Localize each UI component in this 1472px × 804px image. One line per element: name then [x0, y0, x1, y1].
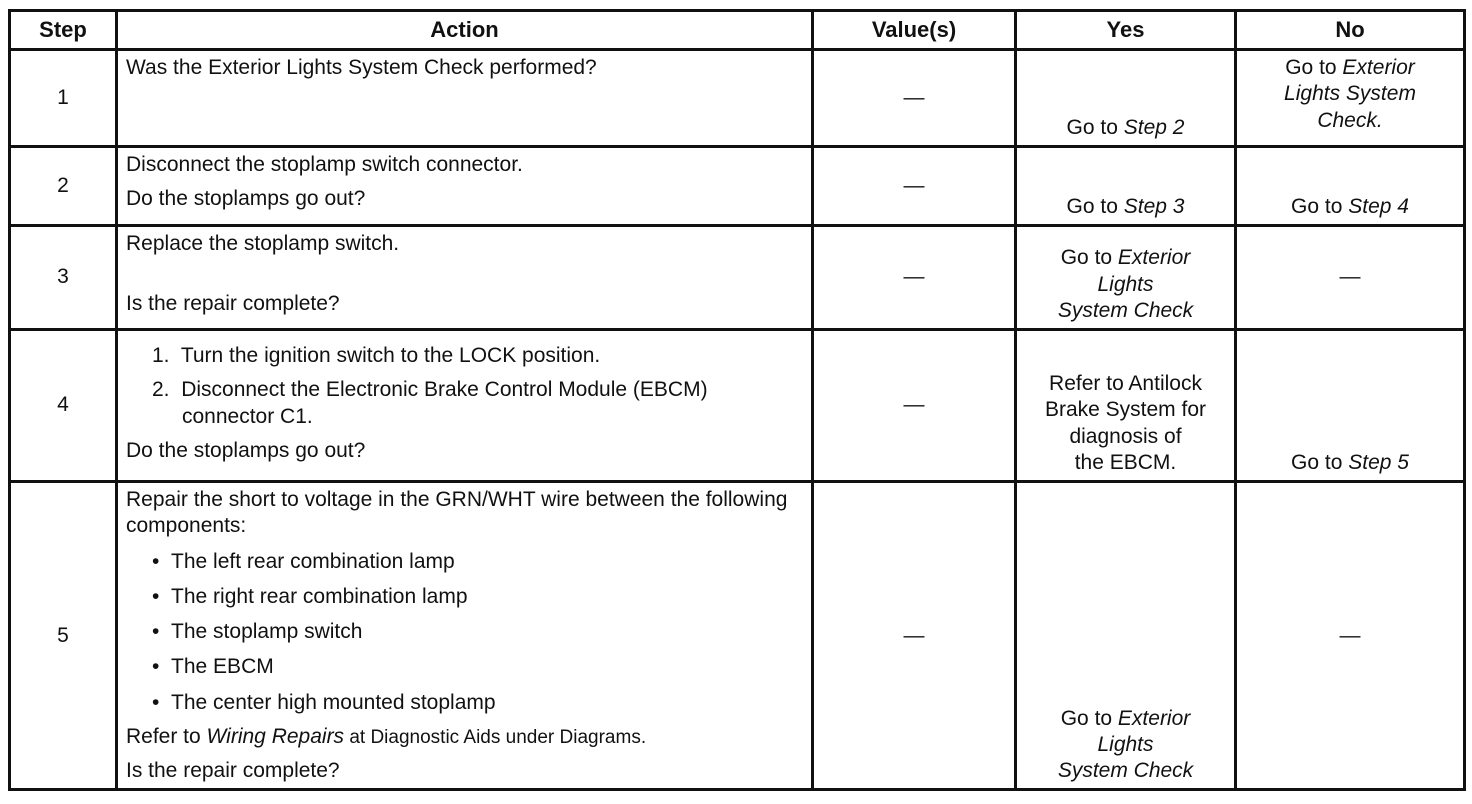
no-cell: Go to Step 4 [1236, 147, 1465, 226]
check-link: Exterior [1342, 56, 1415, 79]
table-row [10, 226, 1465, 330]
step-number: 3 [10, 226, 117, 330]
value-cell: — [813, 50, 1016, 147]
list-item: • The stoplamp switch [152, 620, 363, 643]
no-cell: — [1236, 226, 1465, 330]
step-number: 2 [10, 147, 117, 226]
action-cell [117, 330, 813, 482]
yes-cell: Go to Step 3 [1016, 147, 1236, 226]
action-cell [117, 147, 813, 226]
action-question: Do the stoplamps go out? [126, 438, 366, 462]
header-action: Action [117, 11, 813, 50]
action-question: Do the stoplamps go out? [126, 187, 366, 211]
action-question: Was the Exterior Lights System Check performed? [126, 56, 597, 79]
table-row [10, 482, 1465, 790]
value-cell: — [813, 226, 1016, 330]
table-row [10, 330, 1465, 482]
header-values: Value(s) [813, 11, 1016, 50]
action-question: Is the repair complete? [126, 292, 340, 316]
list-item: • The right rear combination lamp [152, 584, 468, 608]
yes-cell: Go to Exterior Lights System Check [1016, 226, 1236, 330]
action-cell [117, 482, 813, 790]
no-cell: — [1236, 482, 1465, 790]
yes-cell: Go to Step 2 [1016, 50, 1236, 147]
header-no: No [1236, 11, 1465, 50]
list-item: • The EBCM [152, 655, 274, 679]
action-instruction: Repair the short to voltage in the GRN/WHT wire between the following components: [126, 488, 788, 538]
step-link: Step 3 [1123, 194, 1185, 218]
table-row [10, 50, 1465, 147]
yes-cell: Go to Exterior Lights System Check [1016, 482, 1236, 790]
list-item: • The center high mounted stoplamp [152, 690, 496, 714]
diagnostic-table [8, 9, 1466, 791]
refer-note: Refer to Wiring Repairs at Diagnostic Aids under Diagrams. [126, 724, 647, 748]
step-number: 4 [10, 330, 117, 482]
step-number: 5 [10, 482, 117, 790]
list-item: • The left rear combination lamp [152, 549, 455, 573]
header-row [10, 11, 1465, 50]
action-cell [117, 226, 813, 330]
value-cell: — [813, 482, 1016, 790]
value-cell: — [813, 147, 1016, 226]
check-link: Exterior [1117, 246, 1191, 270]
step-link: Step 4 [1348, 194, 1409, 218]
action-question: Is the repair complete? [126, 759, 340, 782]
check-link: Exterior [1117, 706, 1191, 730]
step-number: 1 [10, 50, 117, 147]
no-cell: Go to Step 5 [1236, 330, 1465, 482]
value-cell: — [813, 330, 1016, 482]
header-step: Step [10, 11, 117, 50]
step-link: Step 2 [1123, 115, 1185, 139]
action-instruction: Disconnect the stoplamp switch connector. [126, 153, 523, 176]
table-row [10, 147, 1465, 226]
yes-cell: Refer to Antilock Brake System for diagnosis of the EBCM. [1016, 330, 1236, 482]
action-cell [117, 50, 813, 147]
step-link: Step 5 [1348, 450, 1409, 474]
wiring-repairs-link: Wiring Repairs [206, 724, 345, 748]
action-instruction: Replace the stoplamp switch. [126, 232, 400, 255]
list-item: 2. Disconnect the Electronic Brake Control Module (EBCM) connector C1. [152, 378, 708, 428]
header-yes: Yes [1016, 11, 1236, 50]
list-item: 1. Turn the ignition switch to the LOCK position. [152, 344, 601, 367]
no-cell: Go to Exterior Lights System Check. [1236, 50, 1465, 147]
